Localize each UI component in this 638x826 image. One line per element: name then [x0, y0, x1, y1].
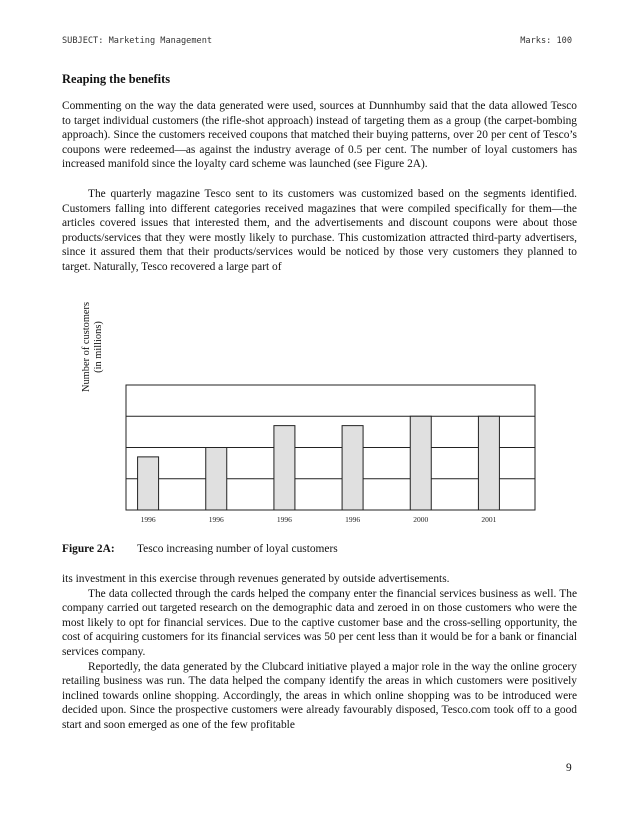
- y-axis-label-line-2: (in millions): [93, 321, 104, 373]
- chart-bar: [206, 448, 227, 511]
- subject-label: SUBJECT: Marketing Management: [62, 36, 213, 46]
- section-heading: Reaping the benefits: [62, 72, 171, 86]
- x-tick-label: 2000: [413, 515, 429, 524]
- figure-label: Figure 2A:: [62, 543, 115, 555]
- x-tick-label: 1996: [276, 515, 292, 524]
- paragraph-4: The data collected through the cards helped the company enter the financial services business as well. The company carried out targeted research on the demographic data and zeroed in on those customers who were the most likely to opt for financial services. Due to the captive customer base and the cross-selling opportunity, the cost of acquiring customers for its financial services was 50 per cent less than it would be for a bank or financial services company.: [62, 587, 577, 658]
- figure-caption: [62, 543, 338, 555]
- loyal-customers-chart: [62, 285, 577, 530]
- paragraph-1: Commenting on the way the data generated were used, sources at Dunnhumby said that the data allowed Tesco to target individual customers (the rifle-shot approach) instead of targeting them as a group (the carpet-bombing approach). Since the customers received coupons that matched their buying patterns, over 20 per cent of Tesco’s coupons were redeemed—as against the industry average of 0.5 per cent. The number of loyal customers has increased manifold since the loyalty card scheme was launched (see Figure 2A).: [62, 100, 577, 171]
- figure-caption-text: Tesco increasing number of loyal customers: [137, 543, 338, 555]
- x-tick-label: 2001: [481, 515, 497, 524]
- chart-bar: [138, 457, 159, 510]
- chart-bar: [342, 426, 363, 510]
- chart-bar: [274, 426, 295, 510]
- x-tick-label: 1996: [345, 515, 361, 524]
- chart-plot: [62, 285, 577, 530]
- x-tick-label: 1996: [208, 515, 224, 524]
- marks-label: Marks: 100: [520, 36, 572, 46]
- paragraph-5: Reportedly, the data generated by the Clubcard initiative played a major role in the way the online grocery retailing business was run. The data helped the company identify the areas in which customers were positively inclined towards online shopping. Accordingly, the areas in which online shopping was to be introduced were decided upon. Since the prospective customers were already favourably disposed, Tesco.com took off to a good start and soon emerged as one of the few profitable: [62, 660, 577, 731]
- chart-bar: [410, 416, 431, 510]
- x-tick-label: 1996: [140, 515, 156, 524]
- y-axis-label-line-1: Number of customers: [81, 301, 92, 393]
- paragraph-3: its investment in this exercise through revenues generated by outside advertisements.: [62, 573, 450, 585]
- chart-bar: [478, 416, 499, 510]
- paragraph-2: The quarterly magazine Tesco sent to its customers was customized based on the segments identified. Customers falling into different categories received magazines that were compiled specifically for them—the articles covered issues that interested them, and the advertisements and discount coupons were about those products/services that they were mostly likely to purchase. This customization attracted third-party advertisers, since it assured them that their products/services would be noticed by those very customers they planned to target. Naturally, Tesco recovered a large part of: [62, 188, 577, 273]
- page-header: [62, 36, 572, 50]
- continued-text: [62, 572, 577, 733]
- page-number: 9: [566, 762, 572, 774]
